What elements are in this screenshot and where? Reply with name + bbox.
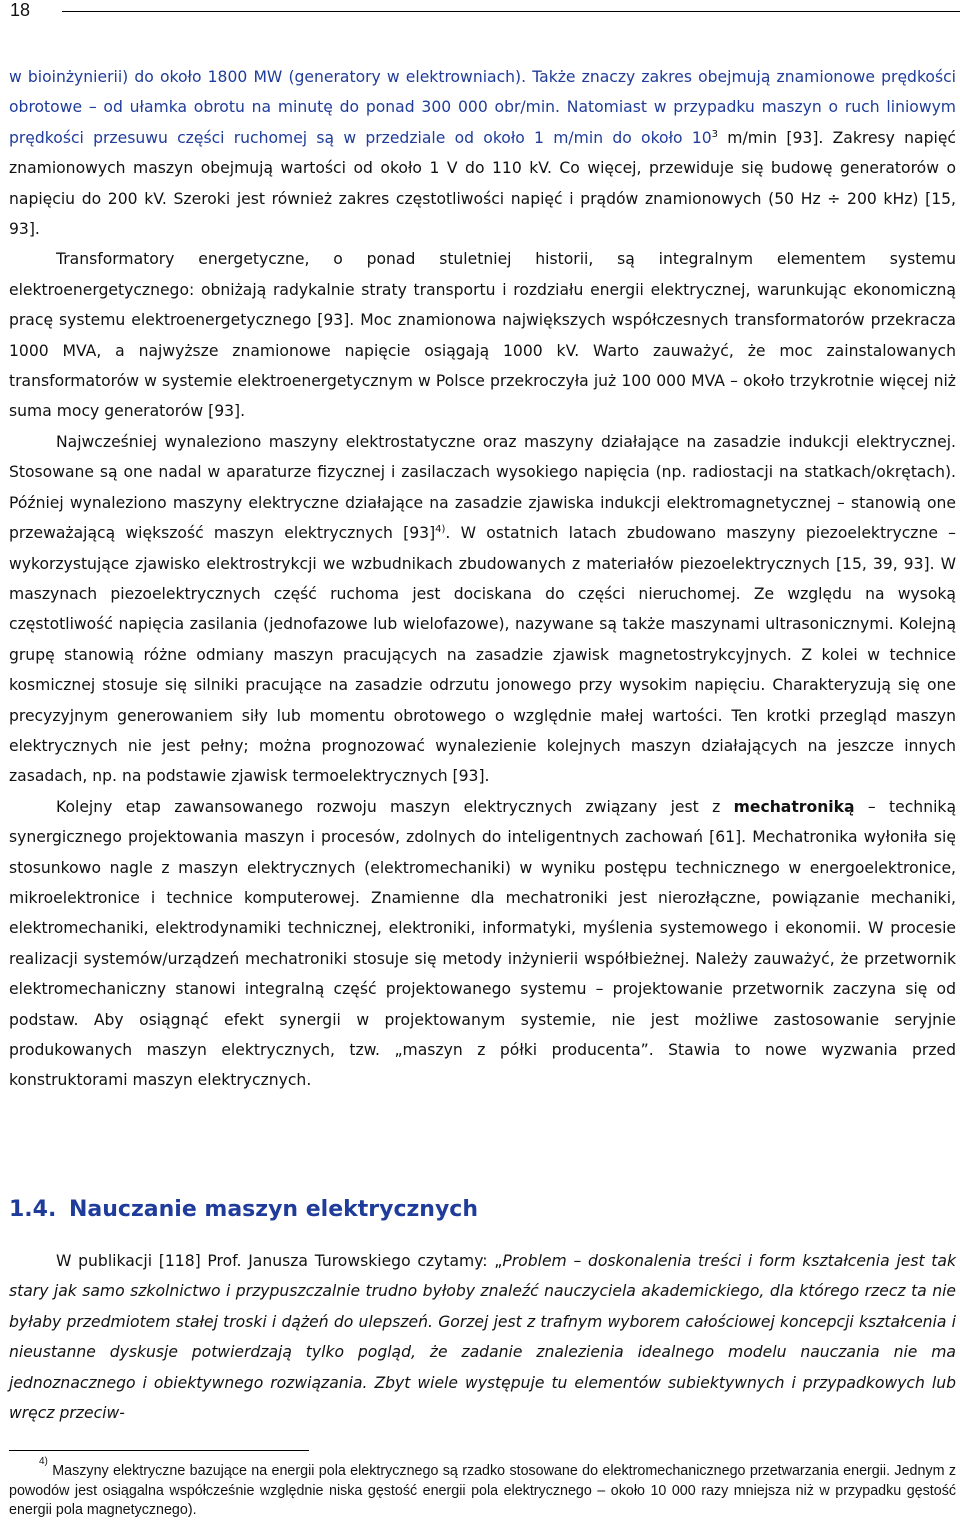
superscript-exponent: 3 — [711, 128, 719, 140]
paragraph-1 — [9, 62, 956, 244]
paragraph-4-part-a: Kolejny etap zawansowanego rozwoju maszyn elektrycznych związany jest z — [56, 797, 734, 816]
footnote-text: Maszyny elektryczne bazujące na energii pola elektrycznego są rzadko stosowane do elektromechanicznego przetwarzania energii. Jednym z powodów jest osiągalna współcześnie względnie niska gęstość energii pola elektrycznego – około 10 000 razy mniejsza niż w przypadku gęstość energii pola magnetycznego). — [9, 1463, 956, 1518]
paragraph-2: Transformatory energetyczne, o ponad stuletniej historii, są integralnym elementem systemu elektroenergetycznego: obniżają radykalnie straty transportu i rozdziału energii elektrycznej, warunkując ekonomiczną pracę systemu elektroenergetycznego [93]. Moc znamionowa największych współczesnych transformatorów przekracza 1000 MVA, a najwyższe znamionowe napięcie osiągają 1000 kV. Warto zauważyć, że moc zainstalowanych transformatorów w systemie elektroenergetycznym w Polsce przekroczyła już 100 000 MVA – około trzykrotnie więcej niż suma mocy generatorów [93]. — [9, 250, 956, 421]
section-heading — [9, 1195, 949, 1225]
page-number: 18 — [10, 0, 31, 20]
footnote — [9, 1456, 956, 1521]
paragraph-1-tail: m/min [93]. Zakresy napięć znamionowych maszyn obejmują wartości od około 1 V do 110 kV. Co więcej, przewiduje się budowę generatorów o napięciu do 200 kV. Szeroki jest również zakres częstotliwości napięć i prądów znamionowych (50 Hz ÷ 200 kHz) [15, 93]. — [9, 128, 957, 239]
mechatronics-term: mechatroniką — [733, 797, 855, 816]
footnote-ref[interactable]: 4) — [435, 523, 446, 535]
section-number: 1.4. — [9, 1197, 57, 1222]
paragraph-4-part-b: – techniką synergicznego projektowania maszyn i procesów, zdolnych do inteligentnych zachowań [61]. Mechatronika wyłoniła się stosunkowo nagle z maszyn elektrycznych (elektromechaniki) w wyniku postępu technicznego w energoelektronice, mikroelektronice i technice komputerowej. Znamienne dla mechatroniki jest nierozłączne, powiązanie mechaniki, elektromechaniki, elektrodynamiki technicznej, elektroniki, informatyki, myślenia systemowego i ekonomii. W procesie realizacji systemów/urządzeń mechatroniki stosuje się metody inżynierii współbieżnej. Należy zauważyć, że przetwornik elektromechaniczny stanowi integralną część projektowanego systemu – projektowanie przetwornik zaczyna się od podstaw. Aby osiągnąć efekt synergii w projektowanym systemie, nie jest możliwe zastosowanie seryjnie produkowanych maszyn elektrycznych, tzw. „maszyn z półki producenta”. Stawia to nowe wyzwania przed konstruktorami maszyn elektrycznych. — [9, 797, 956, 1090]
paragraph-3-part-b: . W ostatnich latach zbudowano maszyny piezoelektryczne – wykorzystujące zjawisko elektrostrykcji we wzbudnikach zbudowanych z materiałów piezoelektrycznych [15, 39, 93]. W maszynach piezoelektrycznych część ruchoma jest dociskana do części nieruchomej. Ze względu na wysoką częstotliwość napięcia zasilania (jednofazowe lub wielofazowe), nazywane są także maszynami ultrasonicznymi. Kolejną grupę stanowią różne odmiany maszyn pracujących na zasadzie zjawisk magnetostrykcyjnych. Z kolei w technice kosmicznej stosuje się silniki pracujące na zasadzie odrzutu jonowego przy wysokim napięciu. Charakteryzują się one precyzyjnym generowaniem siły lub momentu obrotowego o względnie małej wartości. Ten krotki przegląd maszyn elektrycznych nie jest pełny; można prognozować wynalezienie kolejnych maszyn działających na jeszcze innych zasadach, np. na podstawie zjawisk termoelektrycznych [93]. — [9, 524, 956, 786]
paragraph-1-highlight: w bioinżynierii) do około 1800 MW (generatory w elektrowniach). Także znaczy zakres obejmują znamionowe prędkości obrotowe – od ułamka obrotu na minutę do ponad 300 000 obr/min. Natomiast w przypadku maszyn o ruch liniowym prędkości przesuwu części ruchomej są w przedziale od około 1 m/min do około 10 — [9, 68, 956, 147]
paragraph-3-part-a: Najwcześniej wynaleziono maszyny elektrostatyczne oraz maszyny działające na zasadzie indukcji elektrycznej. Stosowane są one nadal w aparaturze fizycznej i zasilaczach wysokiego napięcia (np. radiostacji na statkach/okrętach). Później wynaleziono maszyny elektryczne działające na zasadzie zjawiska indukcji elektromagnetycznej – stanowią one przeważającą większość maszyn elektrycznych [93] — [9, 432, 956, 543]
paragraph-3 — [9, 427, 956, 792]
footnote-marker: 4) — [39, 1456, 48, 1467]
paragraph-4 — [9, 792, 956, 1096]
body-text — [9, 62, 956, 1096]
footnote-separator — [9, 1450, 309, 1451]
quote-paragraph — [9, 1246, 956, 1428]
section-title: Nauczanie maszyn elektrycznych — [69, 1197, 478, 1222]
quote-lead: W publikacji [118] Prof. Janusza Turowskiego czytamy: „ — [56, 1252, 503, 1270]
page-header — [10, 0, 960, 22]
quote-text — [9, 1246, 956, 1428]
quote-italic: Problem – doskonalenia treści i form kształcenia jest tak stary jak samo szkolnictwo i przypuszczalnie trudno byłoby znaleźć nauczyciela akademickiego, dla którego rzecz ta nie byłaby przedmiotem stałej troski i dążeń do ulepszeń. Gorzej jest z trafnym wyborem całościowej koncepcji kształcenia i nieustanne dyskusje potwierdzają tylko pogląd, że zadanie znalezienia idealnego modelu nauczania nie ma jednoznacznego i obiektywnego rozwiązania. Zbyt wiele występuje tu elementów subiektywnych i przypadkowych lub wręcz przeciw- — [9, 1252, 956, 1423]
header-rule — [62, 11, 960, 12]
